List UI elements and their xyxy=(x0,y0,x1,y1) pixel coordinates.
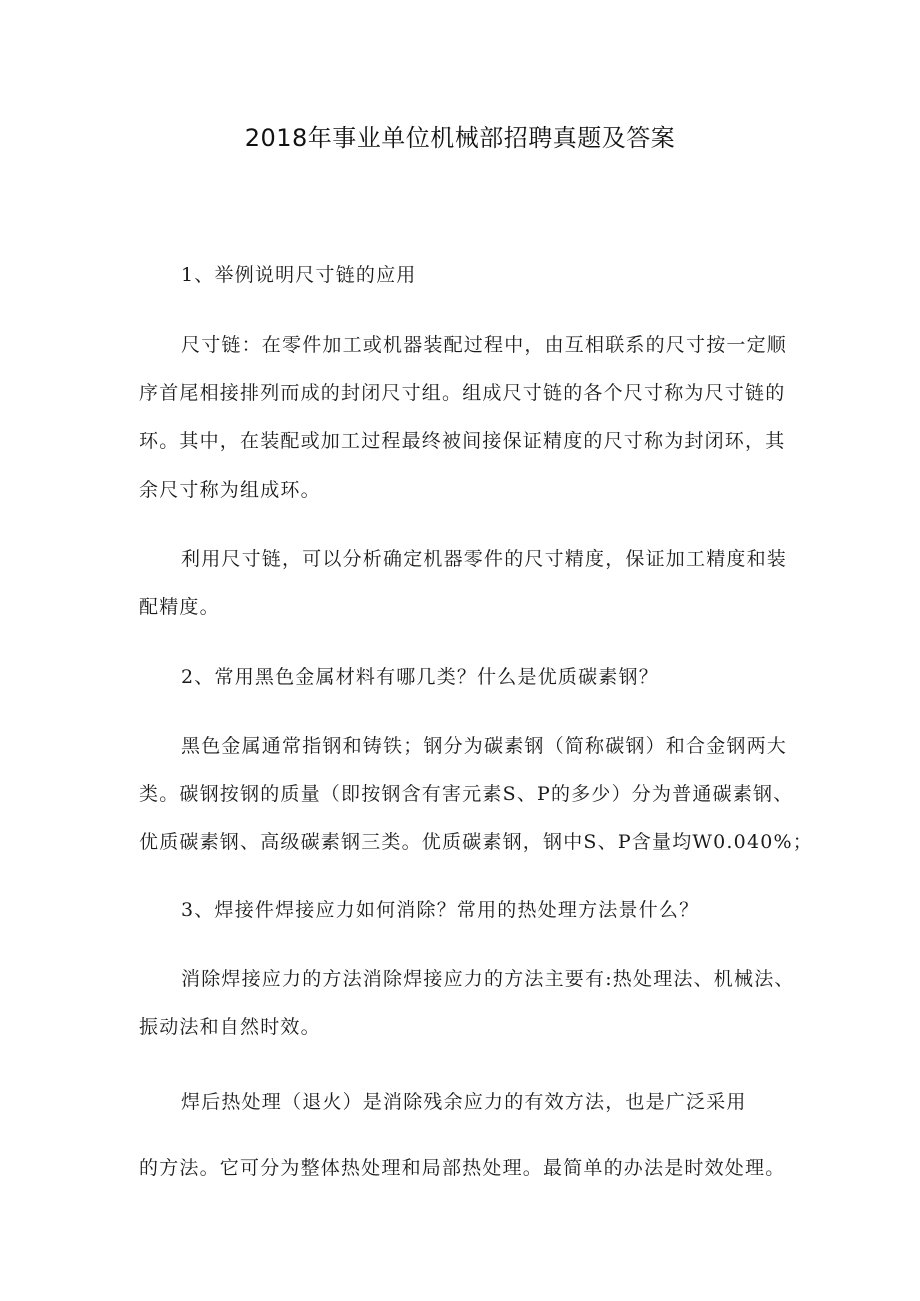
paragraph-line: 的方法。它可分为整体热处理和局部热处理。最简单的办法是时效处理。 xyxy=(139,1157,786,1179)
question-3-heading: 3、焊接件焊接应力如何消除？常用的热处理方法景什么？ xyxy=(181,899,700,921)
paragraph-line: 余尺寸称为组成环。 xyxy=(139,479,321,501)
paragraph-line: 消除焊接应力的方法消除焊接应力的方法主要有:热处理法、机械法、 xyxy=(181,968,795,990)
paragraph-line: 利用尺寸链，可以分析确定机器零件的尺寸精度，保证加工精度和装 xyxy=(181,548,788,570)
question-1-heading: 1、举例说明尺寸链的应用 xyxy=(181,264,417,286)
paragraph-line: 类。碳钢按钢的质量（即按钢含有害元素S、P的多少）分为普通碳素钢、 xyxy=(139,783,794,805)
question-2-heading: 2、常用黑色金属材料有哪几类？什么是优质碳素钢？ xyxy=(181,666,659,688)
document-title: 2018年事业单位机械部招聘真题及答案 xyxy=(244,124,676,152)
paragraph-line: 环。其中，在装配或加工过程最终被间接保证精度的尺寸称为封闭环，其 xyxy=(139,430,786,452)
paragraph-line: 优质碳素钢、高级碳素钢三类。优质碳素钢，钢中S、P含量均W0.040%； xyxy=(139,831,813,853)
paragraph-line: 振动法和自然时效。 xyxy=(139,1016,321,1038)
paragraph-line: 序首尾相接排列而成的封闭尺寸组。组成尺寸链的各个尺寸称为尺寸链的 xyxy=(139,382,786,404)
paragraph-line: 尺寸链：在零件加工或机器装配过程中，由互相联系的尺寸按一定顺 xyxy=(181,334,788,356)
paragraph-line: 配精度。 xyxy=(139,596,220,618)
paragraph-line: 黑色金属通常指钢和铸铁；钢分为碳素钢（简称碳钢）和合金钢两大 xyxy=(181,735,788,757)
paragraph-line: 焊后热处理（退火）是消除残余应力的有效方法，也是广泛采用 xyxy=(181,1091,747,1113)
